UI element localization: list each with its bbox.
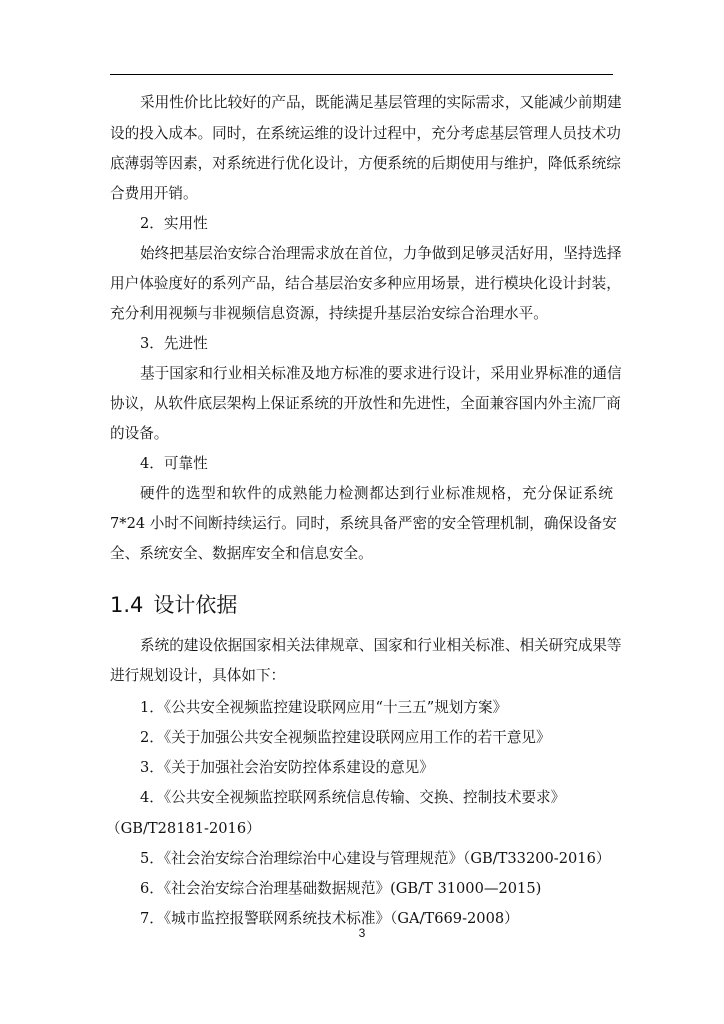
- section-heading: [110, 590, 247, 620]
- body-text-line: 系统的建设依据国家相关法律规章、国家和行业相关标准、相关研究成果等: [140, 637, 622, 654]
- body-text-line: 基于国家和行业相关标准及地方标准的要求进行设计，采用业界标准的通信: [140, 365, 622, 382]
- reference-item: 2．《关于加强公共安全视频监控建设联网应用工作的若干意见》: [140, 729, 551, 746]
- reference-item-continuation: （GB/T28181-2016）: [106, 820, 261, 837]
- reference-item: 7．《城市监控报警联网系统技术标准》（GA/T669-2008）: [140, 910, 519, 927]
- body-text-line: 进行规划设计，具体如下：: [110, 667, 286, 684]
- body-text-line: 全、系统安全、数据库安全和信息安全。: [110, 545, 373, 562]
- reference-item: 4．《公共安全视频监控联网系统信息传输、交换、控制技术要求》: [140, 789, 566, 806]
- body-text-line: 的设备。: [110, 425, 169, 442]
- reference-item: 6．《社会治安综合治理基础数据规范》(GB/T 31000—2015): [140, 880, 542, 897]
- section-number: 1.4: [110, 593, 144, 617]
- body-text-line: 充分利用视频与非视频信息资源，持续提升基层治安综合治理水平。: [110, 305, 548, 322]
- section-title: 设计依据: [153, 593, 238, 617]
- reference-item: 1．《公共安全视频监控建设联网应用“十三五”规划方案》: [140, 699, 508, 716]
- reference-item: 3．《关于加强社会治安防控体系建设的意见》: [140, 759, 434, 776]
- body-text-line: 用户体验度好的系列产品，结合基层治安多种应用场景，进行模块化设计封装，: [110, 275, 621, 292]
- body-text-line: 协议，从软件底层架构上保证系统的开放性和先进性，全面兼容国内外主流厂商: [110, 395, 621, 412]
- body-text-line: 7*24 小时不间断持续运行。同时，系统具备严密的安全管理机制，确保设备安: [110, 515, 617, 532]
- body-text-line: 采用性价比比较好的产品，既能满足基层管理的实际需求，又能减少前期建: [140, 94, 622, 111]
- body-text-line: 底薄弱等因素，对系统进行优化设计，方便系统的后期使用与维护，降低系统综: [110, 155, 621, 172]
- header-rule: [110, 74, 613, 75]
- item-heading: 3．先进性: [140, 335, 208, 352]
- item-heading: 4．可靠性: [140, 455, 208, 472]
- reference-item: 5．《社会治安综合治理综治中心建设与管理规范》（GB/T33200-2016）: [140, 850, 611, 867]
- body-text-line: 设的投入成本。同时，在系统运维的设计过程中，充分考虑基层管理人员技术功: [110, 125, 621, 142]
- body-text-line: 合费用开销。: [110, 185, 198, 202]
- body-text-line: 始终把基层治安综合治理需求放在首位，力争做到足够灵活好用，坚持选择: [140, 245, 622, 262]
- body-text-line: 硬件的选型和软件的成熟能力检测都达到行业标准规格，充分保证系统: [140, 485, 613, 502]
- item-heading: 2．实用性: [140, 215, 208, 232]
- page-number: 3: [358, 926, 366, 940]
